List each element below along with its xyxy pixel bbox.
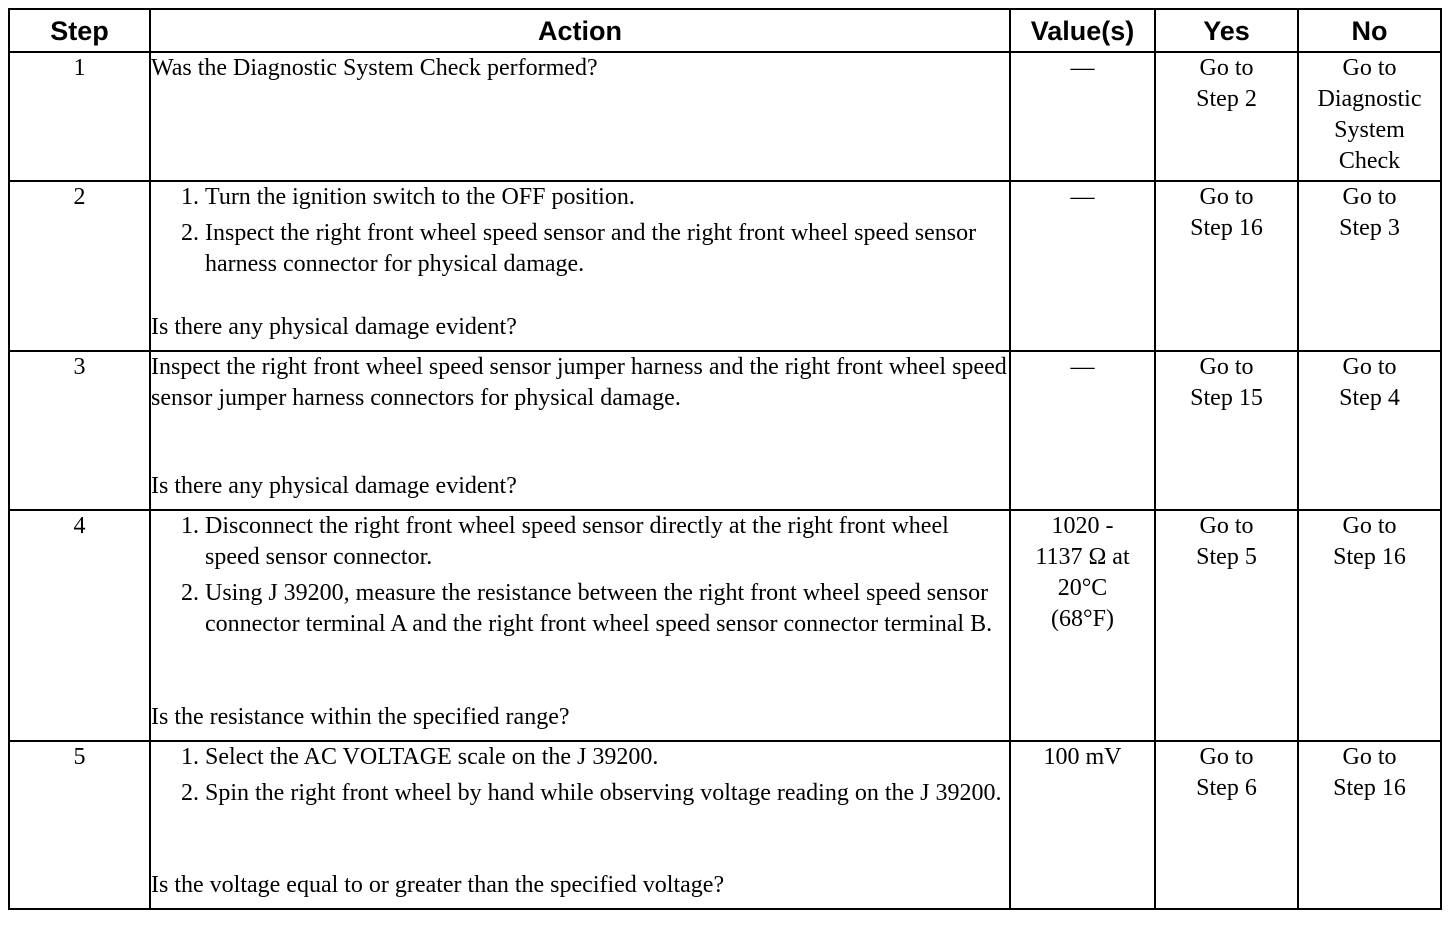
no-cell [1298, 741, 1441, 909]
no-line: Step 16 [1333, 544, 1406, 570]
value-cell: 100 mV [1010, 741, 1155, 909]
action-text: Was the Diagnostic System Check performed? [151, 55, 598, 81]
table-row [9, 741, 1441, 909]
yes-line: Go to [1199, 744, 1254, 770]
header-action: Action [150, 9, 1010, 52]
action-step-item: 1. Disconnect the right front wheel speed sensor directly at the right front wheel speed sensor connector. [205, 511, 1009, 573]
no-cell [1298, 510, 1441, 741]
action-steps-list [151, 511, 1009, 645]
value-cell: — [1010, 52, 1155, 181]
yes-cell [1155, 741, 1298, 909]
no-line: Step 3 [1339, 215, 1400, 241]
value-line: 1137 Ω at [1035, 544, 1130, 570]
no-cell [1298, 52, 1441, 181]
yes-line: Go to [1199, 513, 1254, 539]
step-number: 2 [9, 181, 150, 351]
action-step-item: 2. Inspect the right front wheel speed sensor and the right front wheel speed sensor harness connector for physical damage. [205, 218, 1009, 280]
action-step-item: 2. Spin the right front wheel by hand while observing voltage reading on the J 39200. [205, 778, 1009, 809]
no-line: System [1334, 117, 1405, 143]
no-line: Go to [1342, 354, 1397, 380]
no-cell [1298, 351, 1441, 510]
step-number: 1 [9, 52, 150, 181]
action-text: Inspect the right front wheel speed sensor jumper harness and the right front wheel speed sensor jumper harness connectors for physical damage. [151, 354, 1007, 411]
value-cell [1010, 510, 1155, 741]
yes-line: Step 15 [1190, 385, 1263, 411]
action-question: Is the resistance within the specified range? [151, 704, 570, 730]
value-cell: — [1010, 351, 1155, 510]
header-row [9, 9, 1441, 52]
no-line: Step 4 [1339, 385, 1400, 411]
action-step-item: 2. Using J 39200, measure the resistance between the right front wheel speed sensor connector terminal A and the right front wheel speed sensor connector terminal B. [205, 578, 1009, 640]
diagnostic-table [8, 8, 1442, 910]
header-values: Value(s) [1010, 9, 1155, 52]
no-line: Go to [1342, 184, 1397, 210]
no-line: Step 16 [1333, 775, 1406, 801]
no-line: Go to [1342, 513, 1397, 539]
action-cell [150, 741, 1010, 909]
value-cell: — [1010, 181, 1155, 351]
value-line: 1020 - [1051, 513, 1114, 539]
action-cell [150, 351, 1010, 510]
yes-line: Go to [1199, 184, 1254, 210]
header-no: No [1298, 9, 1441, 52]
yes-cell [1155, 510, 1298, 741]
step-number: 3 [9, 351, 150, 510]
action-cell [150, 52, 1010, 181]
yes-line: Step 16 [1190, 215, 1263, 241]
table-row [9, 510, 1441, 741]
no-cell [1298, 181, 1441, 351]
action-step-item: 1. Select the AC VOLTAGE scale on the J 39200. [205, 742, 1009, 773]
yes-cell [1155, 181, 1298, 351]
action-cell [150, 510, 1010, 741]
step-number: 5 [9, 741, 150, 909]
yes-line: Step 6 [1196, 775, 1257, 801]
action-question: Is there any physical damage evident? [151, 314, 517, 340]
action-steps-list [151, 742, 1009, 814]
table-row [9, 181, 1441, 351]
step-number: 4 [9, 510, 150, 741]
no-line: Diagnostic [1317, 86, 1422, 112]
yes-line: Step 2 [1196, 86, 1257, 112]
no-line: Check [1338, 148, 1401, 174]
yes-line: Step 5 [1196, 544, 1257, 570]
value-line: 20°C [1057, 575, 1108, 601]
action-question: Is the voltage equal to or greater than the specified voltage? [151, 872, 725, 898]
table-row [9, 351, 1441, 510]
action-cell [150, 181, 1010, 351]
yes-line: Go to [1199, 354, 1254, 380]
action-steps-list [151, 182, 1009, 285]
yes-cell [1155, 52, 1298, 181]
table-row [9, 52, 1441, 181]
yes-line: Go to [1199, 55, 1254, 81]
no-line: Go to [1342, 744, 1397, 770]
header-step: Step [9, 9, 150, 52]
action-question: Is there any physical damage evident? [151, 473, 517, 499]
header-yes: Yes [1155, 9, 1298, 52]
action-step-item: 1. Turn the ignition switch to the OFF position. [205, 182, 1009, 213]
yes-cell [1155, 351, 1298, 510]
no-line: Go to [1342, 55, 1397, 81]
value-line: (68°F) [1051, 606, 1114, 632]
